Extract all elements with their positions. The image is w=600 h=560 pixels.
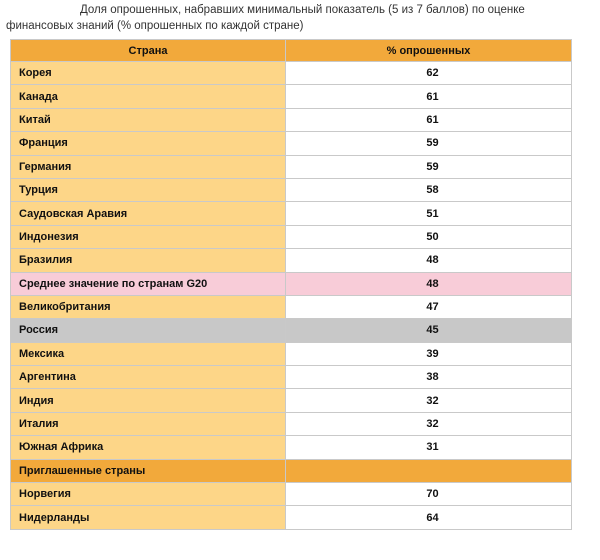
table-row <box>11 483 572 506</box>
country-cell: Норвегия <box>11 483 286 506</box>
country-cell: Корея <box>11 62 286 85</box>
section-label-cell: Приглашенные страны <box>11 459 286 482</box>
percent-cell: 38 <box>286 366 572 389</box>
country-cell: Южная Африка <box>11 436 286 459</box>
percent-cell: 47 <box>286 295 572 318</box>
percent-cell: 32 <box>286 412 572 435</box>
russia-row <box>11 319 572 342</box>
table-row <box>11 108 572 131</box>
percent-cell: 59 <box>286 132 572 155</box>
percent-cell: 62 <box>286 62 572 85</box>
country-cell: Индонезия <box>11 225 286 248</box>
country-cell: Среднее значение по странам G20 <box>11 272 286 295</box>
invited-countries-section-row <box>11 459 572 482</box>
country-cell: Нидерланды <box>11 506 286 529</box>
table-row <box>11 202 572 225</box>
percent-cell: 64 <box>286 506 572 529</box>
table-row <box>11 249 572 272</box>
country-cell: Бразилия <box>11 249 286 272</box>
column-header-percent: % опрошенных <box>286 40 572 62</box>
table-row <box>11 389 572 412</box>
percent-cell: 31 <box>286 436 572 459</box>
percent-cell: 51 <box>286 202 572 225</box>
table-row <box>11 342 572 365</box>
g20-average-row <box>11 272 572 295</box>
percent-cell: 48 <box>286 272 572 295</box>
table-row <box>11 62 572 85</box>
country-cell: Турция <box>11 178 286 201</box>
percent-cell: 50 <box>286 225 572 248</box>
country-cell: Россия <box>11 319 286 342</box>
percent-cell: 32 <box>286 389 572 412</box>
table-row <box>11 506 572 529</box>
country-cell: Аргентина <box>11 366 286 389</box>
table-caption: Доля опрошенных, набравших минимальный показатель (5 из 7 баллов) по оценке финансовых знаний (% опрошенных по каждой стране) <box>6 4 525 32</box>
table-row <box>11 412 572 435</box>
country-cell: Мексика <box>11 342 286 365</box>
table-row <box>11 295 572 318</box>
country-cell: Великобритания <box>11 295 286 318</box>
percent-cell: 45 <box>286 319 572 342</box>
table-row <box>11 366 572 389</box>
table-row <box>11 85 572 108</box>
percent-cell <box>286 459 572 482</box>
country-cell: Китай <box>11 108 286 131</box>
percent-cell: 58 <box>286 178 572 201</box>
table-header-row <box>11 40 572 62</box>
table-row <box>11 132 572 155</box>
percent-cell: 48 <box>286 249 572 272</box>
country-cell: Канада <box>11 85 286 108</box>
table-row <box>11 178 572 201</box>
column-header-country: Страна <box>11 40 286 62</box>
percent-cell: 59 <box>286 155 572 178</box>
country-cell: Германия <box>11 155 286 178</box>
country-cell: Италия <box>11 412 286 435</box>
table-row <box>11 225 572 248</box>
percent-cell: 61 <box>286 85 572 108</box>
percent-cell: 61 <box>286 108 572 131</box>
survey-table <box>10 39 572 530</box>
country-cell: Франция <box>11 132 286 155</box>
table-row <box>11 436 572 459</box>
percent-cell: 70 <box>286 483 572 506</box>
percent-cell: 39 <box>286 342 572 365</box>
table-row <box>11 155 572 178</box>
country-cell: Индия <box>11 389 286 412</box>
country-cell: Саудовская Аравия <box>11 202 286 225</box>
